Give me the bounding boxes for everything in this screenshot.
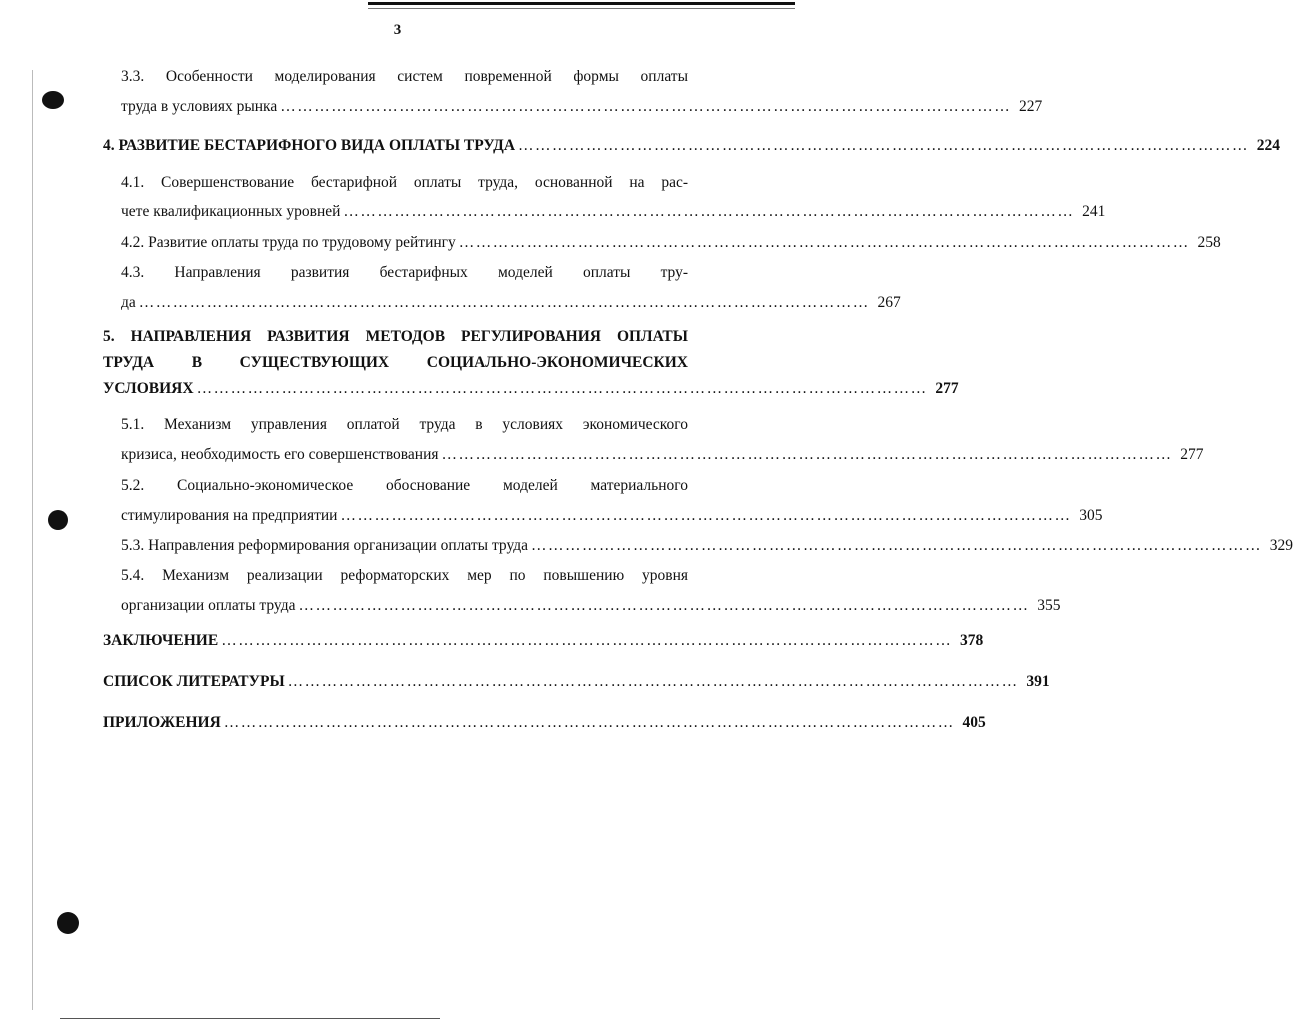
dot-leader: ………………………………………………………………………………………………………………… [340, 507, 1072, 524]
toc-page-number: 329 [1269, 537, 1293, 554]
toc-entry-title: кризиса, необходимость его совершенствования [121, 446, 439, 463]
page-number: 3 [393, 22, 402, 38]
toc-entry-5-2[interactable] [103, 477, 1103, 525]
toc-page-number: 241 [1082, 203, 1106, 220]
scan-bottom-edge [60, 1018, 440, 1019]
dot-leader: ………………………………………………………………………………………………………………… [280, 98, 1012, 115]
toc-entry-appendices[interactable] [103, 714, 986, 732]
toc-entry-leader-line [103, 380, 959, 398]
toc-entry-title: ПРИЛОЖЕНИЯ [103, 714, 221, 731]
binder-hole-mark [57, 912, 79, 934]
toc-page-number: 227 [1018, 98, 1043, 115]
binder-hole-mark [48, 510, 68, 530]
dot-leader: ………………………………………………………………………………………………………………… [441, 446, 1173, 463]
toc-entry-title-line: 5.1. Механизм управления оплатой труда в условиях экономического [121, 416, 688, 433]
binder-hole-mark [42, 91, 64, 109]
dot-leader: ………………………………………………………………………………………………………………… [298, 597, 1030, 614]
top-border-rule-thin [368, 8, 795, 9]
toc-page-number: 391 [1026, 673, 1050, 690]
toc-entry-title-line: 4.1. Совершенствование бестарифной оплаты труда, основанной на рас- [121, 174, 688, 191]
toc-entry-title: труда в условиях рынка [121, 98, 278, 115]
toc-entry-title: 4.2. Развитие оплаты труда по трудовому рейтингу [121, 234, 456, 251]
dot-leader: ………………………………………………………………………………………………………………… [287, 673, 1019, 690]
toc-entry-leader-line [121, 597, 1061, 615]
toc-entry-title-line: ТРУДА В СУЩЕСТВУЮЩИХ СОЦИАЛЬНО-ЭКОНОМИЧЕСКИХ [103, 354, 688, 371]
toc-entry-chapter-5[interactable] [103, 328, 959, 398]
dot-leader: ………………………………………………………………………………………………………………… [343, 203, 1075, 220]
toc-page-number: 277 [1180, 446, 1204, 463]
toc-entry-title-line: 5.2. Социально-экономическое обоснование моделей материального [121, 477, 688, 494]
toc-entry-4-2[interactable] [121, 234, 1221, 252]
dot-leader: ………………………………………………………………………………………………………………… [531, 537, 1263, 554]
toc-entry-leader-line [121, 294, 901, 312]
toc-entry-title: ЗАКЛЮЧЕНИЕ [103, 632, 219, 649]
scan-left-edge [32, 70, 33, 1010]
toc-entry-5-3[interactable] [121, 537, 1293, 555]
toc-entry-title: СПИСОК ЛИТЕРАТУРЫ [103, 673, 285, 690]
toc-entry-3-3[interactable] [103, 68, 1043, 116]
toc-entry-5-1[interactable] [103, 416, 1204, 464]
dot-leader: ………………………………………………………………………………………………………………… [518, 137, 1250, 154]
top-border-rule [368, 2, 795, 5]
toc-entry-5-4[interactable] [103, 567, 1061, 615]
toc-page-number: 305 [1079, 507, 1103, 524]
toc-entry-title-line: 4.3. Направления развития бестарифных моделей оплаты тру- [121, 264, 688, 281]
dot-leader: ………………………………………………………………………………………………………………… [138, 294, 870, 311]
toc-entry-title: да [121, 294, 136, 311]
toc-entry-chapter-4[interactable] [103, 137, 1281, 155]
toc-entry-title: чете квалификационных уровней [121, 203, 341, 220]
toc-entry-leader-line [121, 507, 1103, 525]
toc-entry-4-1[interactable] [103, 174, 1106, 221]
toc-page-number: 277 [935, 380, 959, 397]
dot-leader: ………………………………………………………………………………………………………………… [458, 234, 1190, 251]
dot-leader: ………………………………………………………………………………………………………………… [223, 714, 955, 731]
dot-leader: ………………………………………………………………………………………………………………… [221, 632, 953, 649]
toc-entry-conclusion[interactable] [103, 632, 984, 650]
toc-page-number: 405 [962, 714, 986, 731]
toc-entry-title: УСЛОВИЯХ [103, 380, 194, 397]
toc-entry-title: 4. РАЗВИТИЕ БЕСТАРИФНОГО ВИДА ОПЛАТЫ ТРУДА [103, 137, 516, 154]
toc-entry-title: организации оплаты труда [121, 597, 296, 614]
toc-entry-title-line: 5. НАПРАВЛЕНИЯ РАЗВИТИЯ МЕТОДОВ РЕГУЛИРОВАНИЯ ОПЛАТЫ [103, 328, 688, 345]
toc-entry-leader-line [121, 446, 1204, 464]
toc-entry-references[interactable] [103, 673, 1050, 691]
toc-entry-leader-line [121, 203, 1106, 221]
toc-entry-title-line: 5.4. Механизм реализации реформаторских мер по повышению уровня [121, 567, 688, 584]
toc-page-number: 355 [1037, 597, 1061, 614]
toc-entry-title: 5.3. Направления реформирования организации оплаты труда [121, 537, 529, 554]
toc-entry-title-line: 3.3. Особенности моделирования систем повременной формы оплаты [121, 68, 688, 85]
toc-entry-4-3[interactable] [103, 264, 901, 312]
toc-page-number: 267 [877, 294, 901, 311]
toc-page-number: 258 [1197, 234, 1221, 251]
toc-page-number: 378 [959, 632, 984, 649]
toc-page-number: 224 [1256, 137, 1281, 154]
toc-entry-leader-line [121, 98, 1043, 116]
toc-entry-title: стимулирования на предприятии [121, 507, 338, 524]
dot-leader: ………………………………………………………………………………………………………………… [196, 380, 928, 397]
